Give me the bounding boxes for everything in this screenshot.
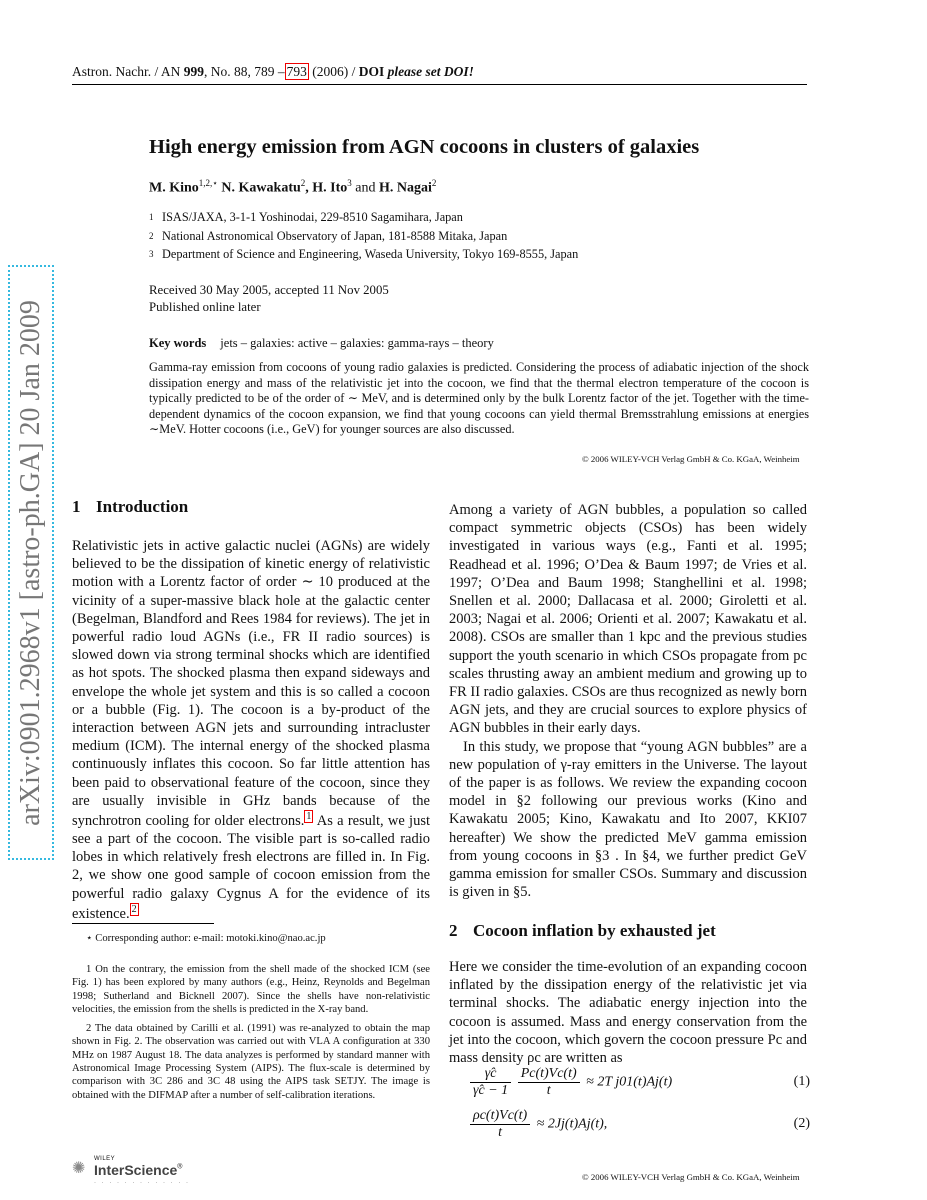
footnote-corresponding: ⋆ Corresponding author: e-mail: motoki.kino@nao.ac.jp — [86, 933, 326, 944]
author-name: H. Ito — [312, 180, 348, 196]
footnote-ref-1[interactable]: 1 — [306, 811, 312, 823]
received-date: Received 30 May 2005, accepted 11 Nov 2005 — [149, 283, 389, 297]
affiliation: 2 National Astronomical Observatory of Japan, 181-8588 Mitaka, Japan — [149, 228, 508, 243]
publication-dates — [149, 282, 389, 316]
footnote-2: 2 The data obtained by Carilli et al. (1991) was re-analyzed to obtain the map shown in Fig. 2. The observation was carried out with VLA A configuration at 330 MHz on 1987 August 18. The data analyzes is performed by standard manner with Astronomical Image Processing System (AIPS). The flux-scale is determined by comparison with 3C 286 and 3C 48 using the AIPS task SETJY. The image is obtained with the DIFMAP after a number of self-calibration iterations. — [72, 1023, 430, 1101]
keywords-label: Key words — [149, 336, 207, 350]
running-header — [72, 64, 474, 80]
fraction: $\frac{Pc(t)Vc(t)}{t}$ — [518, 1066, 580, 1099]
published-note: Published online later — [149, 300, 261, 314]
abstract: Gamma-ray emission from cocoons of young radio galaxies is predicted. Considering the process of adiabatic injection of the shock dissipation energy and mass of the relativistic jet into the cocoon, we find that the thermal electron temperature of the cocoon is typically predicted to be of the order of ∼ MeV, and is determined only by the bulk Lorentz factor of the jet. Together with the time-dependent dynamics of the cocoon expansion, we find that young cocoons can yield thermal Bremsstrahlung emissions at energies ∼MeV. Hotter cocoons (i.e., GeV) for younger sources are also discussed. — [149, 360, 809, 437]
affiliation: 1 ISAS/JAXA, 3-1-1 Yoshinodai, 229-8510 Sagamihara, Japan — [149, 210, 463, 224]
author-affil: 2 — [431, 178, 437, 188]
doi-label: DOI — [358, 64, 385, 79]
year: (2006) / — [308, 64, 359, 79]
fraction: $\frac{\gammâc}{\gammâc - 1}$ — [470, 1066, 511, 1099]
interscience-logo: ✺ WILEY InterScience® · · · · · · · · · · · · · — [72, 1156, 190, 1186]
section2-body — [449, 958, 807, 1067]
keywords — [149, 336, 494, 351]
doi-value: please set DOI! — [384, 64, 474, 79]
gear-logo-icon: ✺ — [72, 1160, 86, 1177]
paragraph: In this study, we propose that “young AGN bubbles” are a new population of γ-ray emitters in the Universe. The layout of the paper is as follows. We review the expanding cocoon model in §2 following our previous works (Kino and Kawakatu 2005; Kino, Kawakatu and Ito 2007, KKI07 hereafter) We show the predicted MeV gamma emission from young cocoons in §3 . In §4, we further predict GeV gamma emission for smaller CSOs. Summary and discussion is given in §5. — [449, 738, 807, 901]
footnote-ref-2[interactable]: 2 — [131, 903, 137, 915]
equation-number: (1) — [793, 1074, 810, 1089]
copyright-top: © 2006 WILEY-VCH Verlag GmbH & Co. KGaA, Weinheim — [582, 454, 800, 464]
and-word: and — [351, 180, 379, 196]
arxiv-stamp-link[interactable] — [8, 265, 54, 860]
page-end-link[interactable]: 793 — [286, 64, 307, 79]
intro-left-column — [72, 537, 430, 923]
affiliation: 3 Department of Science and Engineering, Waseda University, Tokyo 169-8555, Japan — [149, 247, 579, 261]
author-affil: 3 — [347, 178, 352, 188]
keywords-text: jets – galaxies: active – galaxies: gamma-rays – theory — [220, 336, 494, 350]
author-name: N. Kawakatu — [221, 180, 301, 196]
author-list: M. Kino$^{1,2,⋆}$ N. Kawakatu$^2$, H. Ito$^3$ and H. Nagai$^2$ — [149, 178, 437, 196]
volume: 999 — [183, 64, 204, 79]
equation-1: $\frac{\gammâc}{\gammâc - 1}$ $\frac{Pc(t)Vc(t)}{t}$ ≈ 2T j01(t)Aj(t) (1) — [470, 1066, 810, 1099]
paragraph: Here we consider the time-evolution of an expanding cocoon inflated by the dissipation energy of the relativistic jet via terminal shocks. The adiabatic energy injection into the cocoon is assumed. Mass and energy conservation from the jet into the cocoon, which govern the cocoon pressure Pc and mass density ρc are written as — [449, 959, 807, 1067]
author-affil: 1,2,⋆ — [198, 178, 218, 188]
footnotes — [72, 963, 430, 1102]
issue-pages: , No. 88, 789 – — [204, 64, 285, 79]
footnote-1: 1 On the contrary, the emission from the shell made of the shocked ICM (see Fig. 1) has been explored by many authors (e.g., Heinz, Reynolds and Begelman 1998; Sutherland and Bicknell 2007). Since the shells have non-relativistic velocities, the emission from the shells is predicted in the X-ray band. — [72, 964, 430, 1015]
journal-name: Astron. Nachr. / AN — [72, 64, 184, 79]
arxiv-stamp-text: arXiv:0901.2968v1 [astro-ph.GA] 20 Jan 2009 — [15, 299, 46, 826]
author-affil: 2 — [300, 178, 306, 188]
copyright-bottom: © 2006 WILEY-VCH Verlag GmbH & Co. KGaA, Weinheim — [582, 1172, 800, 1182]
footnote-rule — [72, 923, 214, 924]
section-heading-cocoon: 2 Cocoon inflation by exhausted jet — [449, 921, 716, 940]
equation-number: (2) — [793, 1116, 810, 1131]
paragraph: Among a variety of AGN bubbles, a population so called compact symmetric objects (CSOs) has been widely investigated in various ways (e.g., Fanti et al. 1995; Readhead et al. 1996; O’Dea & Baum 1997; de Vries et al. 1997; O’Dea and Baum 1998; Stanghellini et al. 1998; Snellen et al. 2000; Dallacasa et al. 2000; Giroletti et al. 2003; Nagai et al. 2006; Orienti et al. 2007; Kawakatu et al. 2008). CSOs are smaller than 1 kpc and the previous studies support the youth scenario in which CSOs propagate from pc scales thrusting away an ambient medium and growing up to FR II radio galaxies. CSOs are thus recognized as newly born AGN jets, and they are crucial sources to explore physics of AGN bubbles in their early days. — [449, 502, 807, 737]
author-name: M. Kino — [149, 180, 199, 196]
author-name: H. Nagai — [379, 180, 432, 196]
fraction: $\frac{\rho c(t)Vc(t)}{t}$ — [470, 1108, 530, 1141]
paragraph: Relativistic jets in active galactic nuclei (AGNs) are widely believed to be the dissipation of kinetic energy of relativistic motion with a Lorentz factor of order ∼ 10 produced at the vicinity of a super-massive black hole at the galactic center (Begelman, Blandford and Rees 1984 for reviews). The jet in powerful radio loud AGNs (i.e., FR II radio sources) is slowed down via strong terminal shocks which are identified as hot spots. The shocked plasma then expand sideways and envelope the whole jet system and this is so called a cocoon or a bubble (Fig. 1). The cocoon is a by-product of the interaction between AGN jets and surrounding intracluster medium (ICM). The internal energy of the shocked plasma continuously inflates this cocoon. So far little attention has been paid to observational feature of the cocoon, since they are usually invisible in GHz bands because of the synchrotron cooling for older electrons. 1 As a result, we just see a part of the cocoon. The visible part is so-called radio lobes in which relatively fresh electrons are filled in. In Fig. 2, we show one good sample of cocoon emission from the powerful radio galaxy Cygnus A for the evidence of its existence. 2 — [72, 538, 431, 922]
paper-title: High energy emission from AGN cocoons in clusters of galaxies — [149, 136, 700, 158]
section-heading-introduction: 1 Introduction — [72, 497, 189, 516]
affiliation-list — [149, 208, 578, 264]
header-rule — [72, 84, 807, 85]
equation-2: $\frac{\rho c(t)Vc(t)}{t}$ ≈ 2Jj(t)Aj(t), (2) — [470, 1108, 810, 1141]
intro-right-column — [449, 501, 807, 901]
